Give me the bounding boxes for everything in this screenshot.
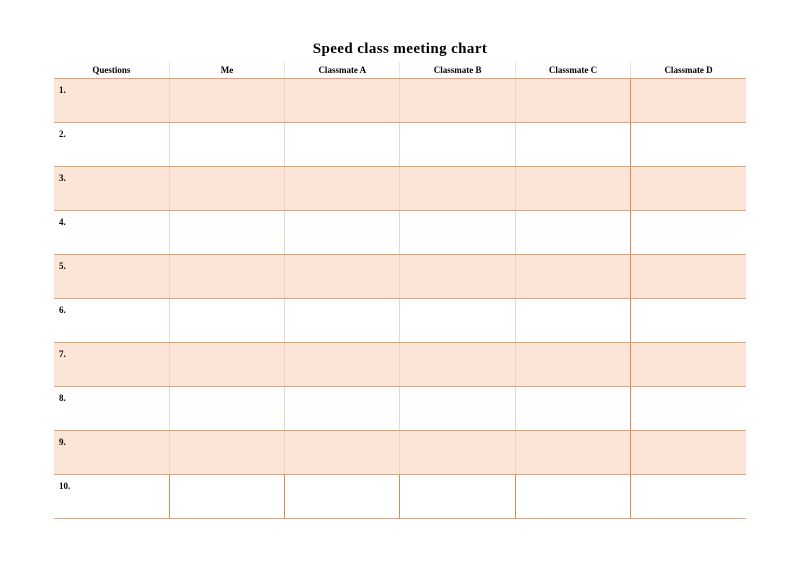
answer-cell-classmate-c[interactable] xyxy=(515,123,630,167)
answer-cell-classmate-b[interactable] xyxy=(400,431,515,475)
header-classmate-d: Classmate D xyxy=(631,62,746,79)
question-cell xyxy=(54,343,169,387)
question-number: 2. xyxy=(59,129,66,139)
header-me: Me xyxy=(169,62,284,79)
answer-cell-me[interactable] xyxy=(169,431,284,475)
header-classmate-c: Classmate C xyxy=(515,62,630,79)
header-questions: Questions xyxy=(54,62,169,79)
answer-cell-classmate-d[interactable] xyxy=(631,475,746,519)
answer-cell-classmate-b[interactable] xyxy=(400,79,515,123)
question-number: 3. xyxy=(59,173,66,183)
question-cell xyxy=(54,211,169,255)
answer-cell-classmate-c[interactable] xyxy=(515,211,630,255)
answer-cell-me[interactable] xyxy=(169,343,284,387)
question-number: 7. xyxy=(59,349,66,359)
answer-cell-classmate-c[interactable] xyxy=(515,387,630,431)
answer-cell-classmate-c[interactable] xyxy=(515,79,630,123)
answer-cell-classmate-d[interactable] xyxy=(631,343,746,387)
answer-cell-classmate-b[interactable] xyxy=(400,255,515,299)
answer-cell-classmate-a[interactable] xyxy=(285,299,400,343)
question-cell xyxy=(54,431,169,475)
answer-cell-classmate-c[interactable] xyxy=(515,167,630,211)
table-row xyxy=(54,431,746,475)
header-row xyxy=(54,62,746,79)
table-row xyxy=(54,343,746,387)
answer-cell-classmate-a[interactable] xyxy=(285,255,400,299)
answer-cell-classmate-a[interactable] xyxy=(285,475,400,519)
question-number: 6. xyxy=(59,305,66,315)
answer-cell-me[interactable] xyxy=(169,475,284,519)
answer-cell-classmate-a[interactable] xyxy=(285,79,400,123)
answer-cell-classmate-d[interactable] xyxy=(631,211,746,255)
header-classmate-b: Classmate B xyxy=(400,62,515,79)
header-classmate-a: Classmate A xyxy=(285,62,400,79)
answer-cell-classmate-b[interactable] xyxy=(400,343,515,387)
question-number: 8. xyxy=(59,393,66,403)
table-row xyxy=(54,475,746,519)
answer-cell-me[interactable] xyxy=(169,255,284,299)
table-row xyxy=(54,167,746,211)
answer-cell-classmate-c[interactable] xyxy=(515,475,630,519)
answer-cell-classmate-d[interactable] xyxy=(631,167,746,211)
meeting-chart-table xyxy=(54,62,746,519)
answer-cell-classmate-c[interactable] xyxy=(515,255,630,299)
answer-cell-me[interactable] xyxy=(169,123,284,167)
answer-cell-classmate-d[interactable] xyxy=(631,431,746,475)
answer-cell-classmate-a[interactable] xyxy=(285,211,400,255)
question-cell xyxy=(54,167,169,211)
answer-cell-classmate-b[interactable] xyxy=(400,475,515,519)
answer-cell-classmate-d[interactable] xyxy=(631,79,746,123)
table-row xyxy=(54,79,746,123)
table-row xyxy=(54,255,746,299)
answer-cell-classmate-a[interactable] xyxy=(285,431,400,475)
question-cell xyxy=(54,79,169,123)
answer-cell-classmate-b[interactable] xyxy=(400,123,515,167)
question-number: 9. xyxy=(59,437,66,447)
question-cell xyxy=(54,475,169,519)
table-row xyxy=(54,299,746,343)
answer-cell-classmate-d[interactable] xyxy=(631,255,746,299)
question-number: 4. xyxy=(59,217,66,227)
answer-cell-classmate-b[interactable] xyxy=(400,211,515,255)
table-row xyxy=(54,123,746,167)
question-cell xyxy=(54,123,169,167)
answer-cell-classmate-a[interactable] xyxy=(285,387,400,431)
answer-cell-me[interactable] xyxy=(169,387,284,431)
question-cell xyxy=(54,387,169,431)
question-cell xyxy=(54,299,169,343)
chart-title: Speed class meeting chart xyxy=(312,41,488,57)
answer-cell-classmate-c[interactable] xyxy=(515,343,630,387)
answer-cell-classmate-b[interactable] xyxy=(400,387,515,431)
answer-cell-classmate-c[interactable] xyxy=(515,299,630,343)
answer-cell-classmate-b[interactable] xyxy=(400,167,515,211)
question-number: 1. xyxy=(59,85,66,95)
answer-cell-classmate-d[interactable] xyxy=(631,299,746,343)
answer-cell-classmate-a[interactable] xyxy=(285,343,400,387)
answer-cell-classmate-a[interactable] xyxy=(285,123,400,167)
table-row xyxy=(54,211,746,255)
answer-cell-classmate-d[interactable] xyxy=(631,123,746,167)
answer-cell-classmate-c[interactable] xyxy=(515,431,630,475)
question-number: 5. xyxy=(59,261,66,271)
answer-cell-classmate-b[interactable] xyxy=(400,299,515,343)
question-cell xyxy=(54,255,169,299)
answer-cell-me[interactable] xyxy=(169,79,284,123)
answer-cell-me[interactable] xyxy=(169,299,284,343)
answer-cell-classmate-d[interactable] xyxy=(631,387,746,431)
answer-cell-classmate-a[interactable] xyxy=(285,167,400,211)
table-row xyxy=(54,387,746,431)
question-number: 10. xyxy=(59,481,71,491)
answer-cell-me[interactable] xyxy=(169,211,284,255)
answer-cell-me[interactable] xyxy=(169,167,284,211)
